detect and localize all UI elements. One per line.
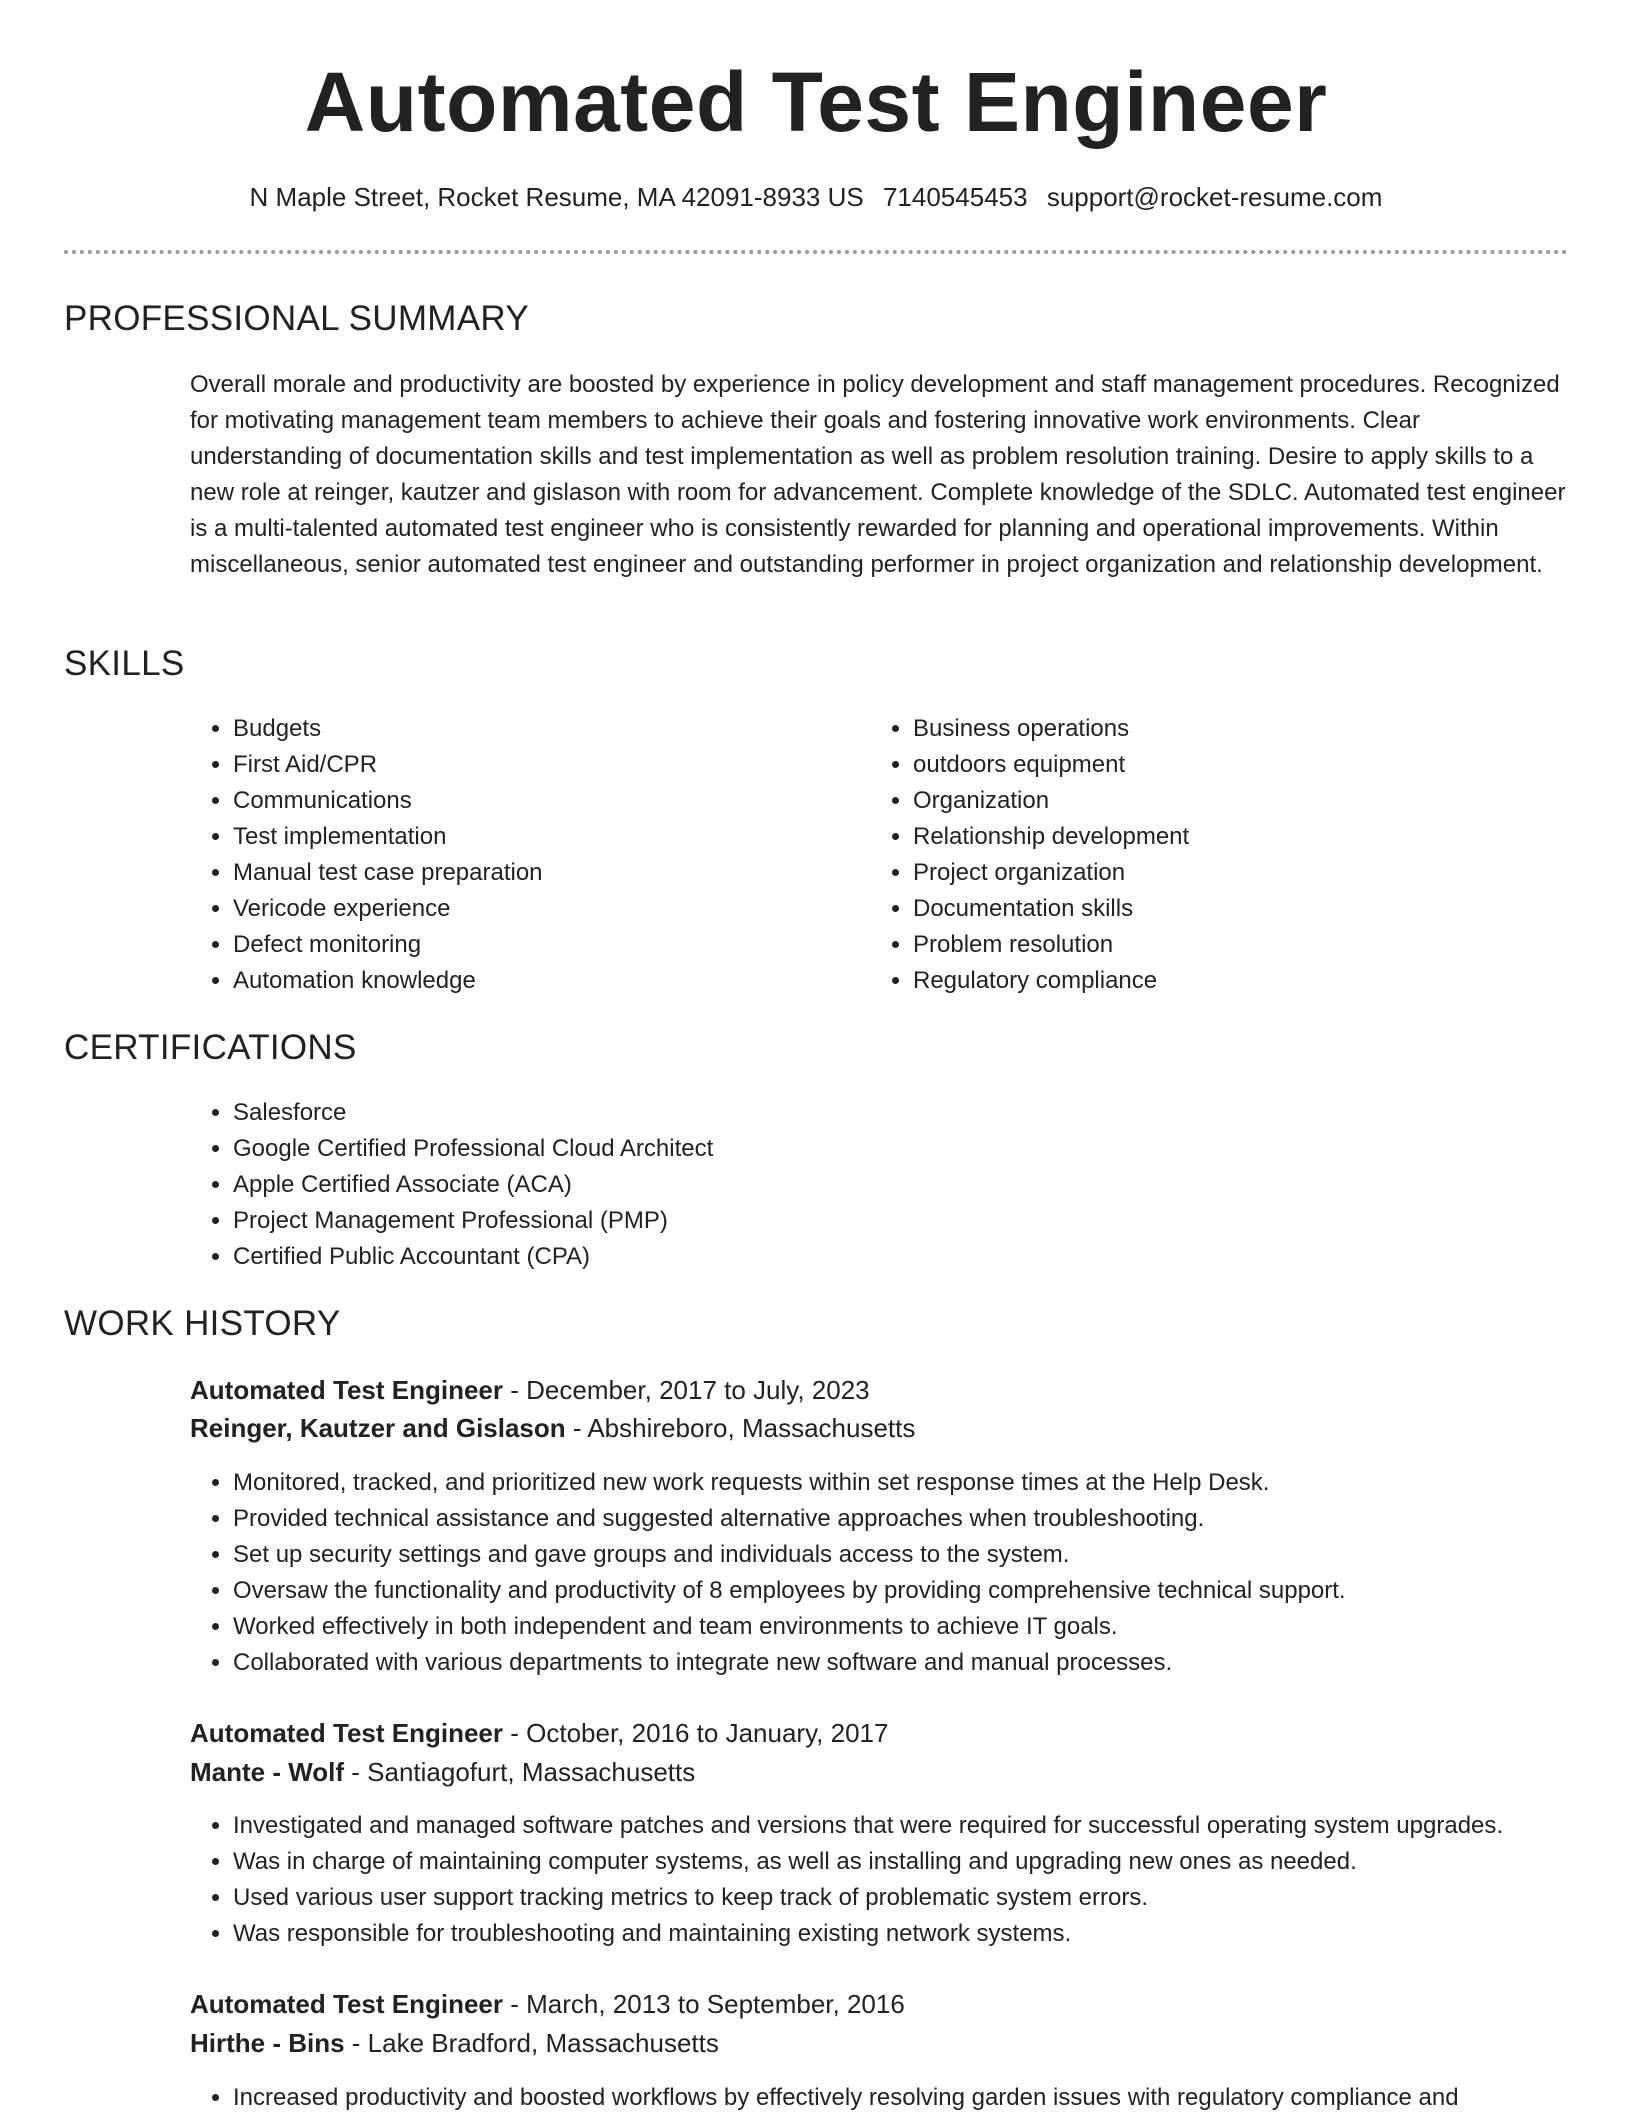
- job-bullet: • Was in charge of maintaining computer systems, as well as installing and upgrading new ones as needed.: [233, 1844, 1632, 1880]
- job-bullet: • Monitored, tracked, and prioritized new work requests within set response times at the Help Desk.: [233, 1465, 1632, 1501]
- section-title-work-history: WORK HISTORY: [64, 1304, 341, 1343]
- certification-item: • Google Certified Professional Cloud Architect: [233, 1131, 1533, 1167]
- job-title: Automated Test Engineer: [190, 1718, 504, 1748]
- job-company-line: [190, 1409, 915, 1447]
- skill-item: • Organization: [913, 783, 1513, 819]
- contact-email: support@rocket-resume.com: [1046, 182, 1383, 212]
- job-bullet: • Increased productivity and boosted workflows by effectively resolving garden issues with regulatory compliance and: [233, 2080, 1632, 2116]
- skill-item: • Budgets: [233, 711, 833, 747]
- skill-item: • First Aid/CPR: [233, 747, 833, 783]
- job-company: Mante - Wolf: [190, 1757, 345, 1787]
- job-dates: - March, 2013 to September, 2016: [503, 1989, 905, 2019]
- job-bullet: • Provided technical assistance and suggested alternative approaches when troubleshooting.: [233, 1501, 1632, 1537]
- skill-item: • Regulatory compliance: [913, 963, 1513, 999]
- skill-item: • Vericode experience: [233, 891, 833, 927]
- job-company-line: [190, 1753, 695, 1791]
- skill-item: • Project organization: [913, 855, 1513, 891]
- skills-list-left: [189, 711, 833, 999]
- job-location: - Lake Bradford, Massachusetts: [344, 2028, 719, 2058]
- job-bullet: • Collaborated with various departments to integrate new software and manual processes.: [233, 1645, 1632, 1681]
- job-title-line: [190, 1371, 870, 1409]
- section-title-skills: SKILLS: [64, 644, 185, 683]
- job-title-line: [190, 1985, 905, 2023]
- skill-item: • Problem resolution: [913, 927, 1513, 963]
- certifications-list: [189, 1095, 1533, 1275]
- contact-phone: 7140545453: [882, 182, 1028, 212]
- skills-list-right: [869, 711, 1513, 999]
- skill-item: • Manual test case preparation: [233, 855, 833, 891]
- job-location: - Santiagofurt, Massachusetts: [344, 1757, 696, 1787]
- job-location: - Abshireboro, Massachusetts: [565, 1413, 916, 1443]
- contact-line: [0, 182, 1632, 213]
- job-bullet: • Set up security settings and gave groups and individuals access to the system.: [233, 1537, 1632, 1573]
- section-title-certifications: CERTIFICATIONS: [64, 1028, 357, 1067]
- job-title-line: [190, 1714, 888, 1752]
- skill-item: • Test implementation: [233, 819, 833, 855]
- skill-item: • Documentation skills: [913, 891, 1513, 927]
- section-title-summary: PROFESSIONAL SUMMARY: [64, 299, 529, 338]
- skill-item: • Defect monitoring: [233, 927, 833, 963]
- job-bullets: [189, 1465, 1632, 1681]
- contact-address: N Maple Street, Rocket Resume, MA 42091-8933 US: [249, 182, 864, 212]
- skill-item: • Business operations: [913, 711, 1513, 747]
- summary-text: Overall morale and productivity are boosted by experience in policy development and staff management procedures. Recognized for motivating management team members to achieve their goals and fostering innovative work environments. Clear understanding of documentation skills and test implementation as well as problem resolution training. Desire to apply skills to a new role at reinger, kautzer and gislason with room for advancement. Complete knowledge of the SDLC. Automated test engineer is a multi-talented automated test engineer who is consistently rewarded for planning and operational improvements. Within miscellaneous, senior automated test engineer and outstanding performer in project organization and relationship development.: [190, 371, 1566, 578]
- skill-item: • Communications: [233, 783, 833, 819]
- job-company: Reinger, Kautzer and Gislason: [190, 1413, 566, 1443]
- skill-item: • Relationship development: [913, 819, 1513, 855]
- header-divider: [64, 250, 1568, 254]
- job-dates: - October, 2016 to January, 2017: [503, 1718, 889, 1748]
- job-company: Hirthe - Bins: [190, 2028, 345, 2058]
- job-bullets: [189, 2080, 1632, 2116]
- job-bullet: • Oversaw the functionality and productivity of 8 employees by providing comprehensive technical support.: [233, 1573, 1632, 1609]
- job-title: Automated Test Engineer: [190, 1989, 504, 2019]
- job-company-line: [190, 2024, 719, 2062]
- certification-item: • Certified Public Accountant (CPA): [233, 1239, 1533, 1275]
- job-title: Automated Test Engineer: [190, 1375, 504, 1405]
- job-bullet: • Investigated and managed software patches and versions that were required for successful operating system upgrades.: [233, 1808, 1632, 1844]
- job-bullets: [189, 1808, 1632, 1952]
- skill-item: • outdoors equipment: [913, 747, 1513, 783]
- job-bullet: • Was responsible for troubleshooting and maintaining existing network systems.: [233, 1916, 1632, 1952]
- certification-item: • Salesforce: [233, 1095, 1533, 1131]
- job-bullet: • Worked effectively in both independent and team environments to achieve IT goals.: [233, 1609, 1632, 1645]
- certification-item: • Apple Certified Associate (ACA): [233, 1167, 1533, 1203]
- certification-item: • Project Management Professional (PMP): [233, 1203, 1533, 1239]
- job-bullet: • Used various user support tracking metrics to keep track of problematic system errors.: [233, 1880, 1632, 1916]
- candidate-name: Automated Test Engineer: [304, 55, 1328, 149]
- job-dates: - December, 2017 to July, 2023: [503, 1375, 870, 1405]
- skill-item: • Automation knowledge: [233, 963, 833, 999]
